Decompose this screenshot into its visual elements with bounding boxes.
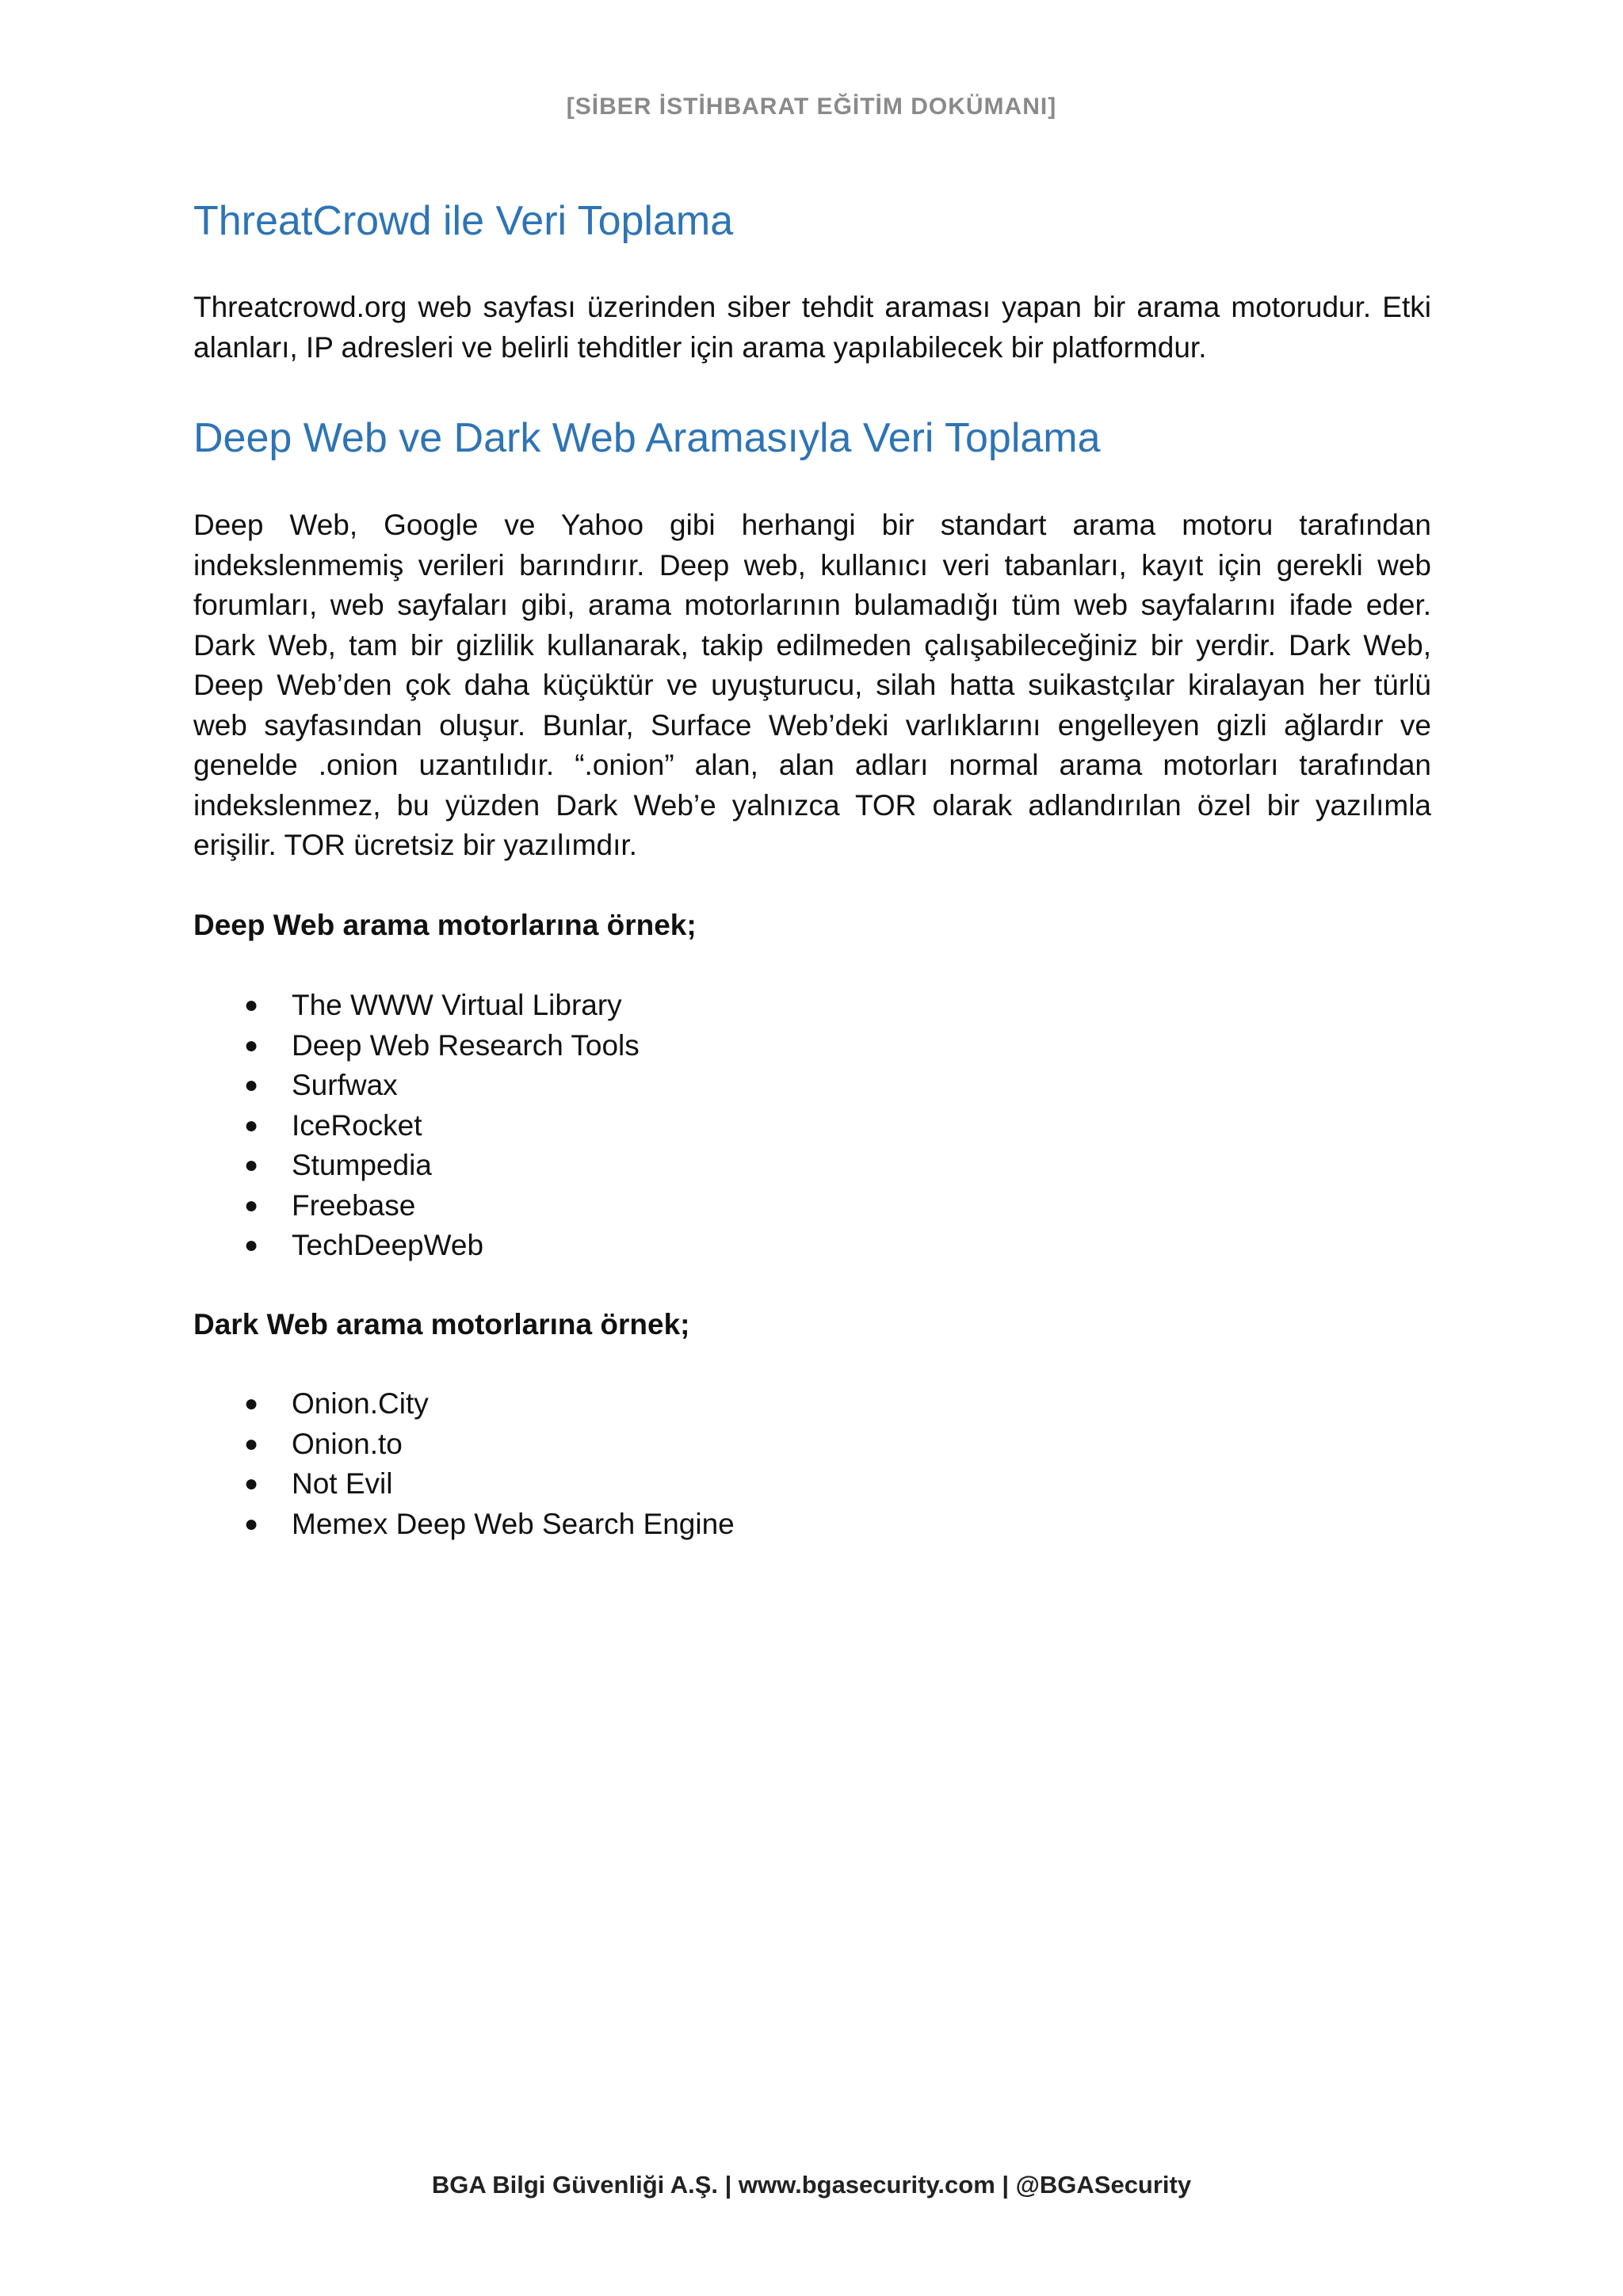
list-item-label: The WWW Virtual Library: [292, 989, 622, 1021]
list-item-label: TechDeepWeb: [292, 1229, 484, 1261]
list-item: [193, 1146, 1431, 1186]
list-item-label: Freebase: [292, 1188, 416, 1222]
bullet-icon: ●: [244, 992, 259, 1018]
bullet-icon: ●: [244, 1152, 259, 1178]
section-title-deep-dark: Deep Web ve Dark Web Aramasıyla Veri Toplama: [193, 415, 1101, 461]
bullet-icon: ●: [244, 1192, 259, 1219]
dark-engines-block: [193, 1305, 1431, 1345]
deep-engines-heading: Deep Web arama motorlarına örnek;: [193, 909, 697, 941]
list-item-label: Onion.to: [292, 1427, 403, 1460]
list-item-label: Deep Web Research Tools: [292, 1028, 640, 1062]
deep-engines-list-wrap: [193, 986, 1431, 1266]
list-item: [193, 1106, 1431, 1146]
bullet-icon: ●: [244, 1390, 259, 1417]
dark-engines-heading: Dark Web arama motorlarına örnek;: [193, 1308, 690, 1341]
list-item-label: Stumpedia: [292, 1149, 432, 1181]
bullet-icon: ●: [244, 1510, 259, 1537]
bullet-icon: ●: [244, 1232, 259, 1258]
section-threatcrowd-body: [193, 288, 1431, 368]
list-item: [193, 1186, 1431, 1226]
list-item-label: Onion.City: [292, 1387, 429, 1420]
list-item-label: Not Evil: [292, 1467, 393, 1500]
list-item: [193, 1026, 1431, 1066]
section-threatcrowd: [193, 196, 1431, 246]
bullet-icon: ●: [244, 1430, 259, 1457]
list-item-label: Memex Deep Web Search Engine: [292, 1507, 735, 1540]
deep-engines-block: [193, 906, 1431, 946]
document-header: [SİBER İSTİHBARAT EĞİTİM DOKÜMANI]: [566, 93, 1057, 120]
list-item: [193, 1066, 1431, 1106]
list-item: [193, 1425, 1431, 1465]
bullet-icon: ●: [244, 1072, 259, 1098]
document-footer: BGA Bilgi Güvenliği A.Ş. | www.bgasecurity.com | @BGASecurity: [431, 2171, 1192, 2199]
bullet-icon: ●: [244, 1470, 259, 1497]
section-title-threatcrowd: ThreatCrowd ile Veri Toplama: [193, 198, 734, 244]
bullet-icon: ●: [244, 1032, 259, 1058]
paragraph-deep-dark: Deep Web, Google ve Yahoo gibi herhangi bir standart arama motoru tarafından indekslenmemiş verileri barındırır. Deep web, kullanıcı veri tabanları, kayıt için gerekli web forumları, web sayfaları gibi, arama motorlarının bulamadığı tüm web sayfalarını ifade eder. Dark Web, tam bir gizlilik kullanarak, takip edilmeden çalışabileceğiniz bir yerdir. Dark Web, Deep Web’den çok daha küçüktür ve uyuşturucu, silah hatta suikastçılar kiralayan her türlü web sayfasından oluşur. Bunlar, Surface Web’deki varlıklarını engelleyen gizli ağlardır ve genelde .onion uzantılıdır. “.onion” alan, alan adları normal arama motorları tarafından indekslenmez, bu yüzden Dark Web’e yalnızca TOR olarak adlandırılan özel bir yazılımla erişilir. TOR ücretsiz bir yazılımdır.: [193, 509, 1431, 861]
bullet-icon: ●: [244, 1112, 259, 1138]
list-item-label: Surfwax: [292, 1069, 398, 1101]
list-item: [193, 986, 1431, 1026]
list-item: [193, 1505, 1431, 1545]
section-deep-dark-body: [193, 505, 1431, 866]
list-item: [193, 1226, 1431, 1266]
list-item-label: IceRocket: [292, 1108, 422, 1142]
section-deep-dark: [193, 414, 1431, 463]
list-item: [193, 1384, 1431, 1425]
list-item: [193, 1464, 1431, 1505]
dark-engines-list: [193, 1384, 1431, 1544]
dark-engines-list-wrap: [193, 1384, 1431, 1544]
deep-engines-list: [193, 986, 1431, 1266]
paragraph-threatcrowd: Threatcrowd.org web sayfası üzerinden siber tehdit araması yapan bir arama motorudur. Etki alanları, IP adresleri ve belirli tehditler için arama yapılabilecek bir platformdur.: [193, 291, 1431, 364]
